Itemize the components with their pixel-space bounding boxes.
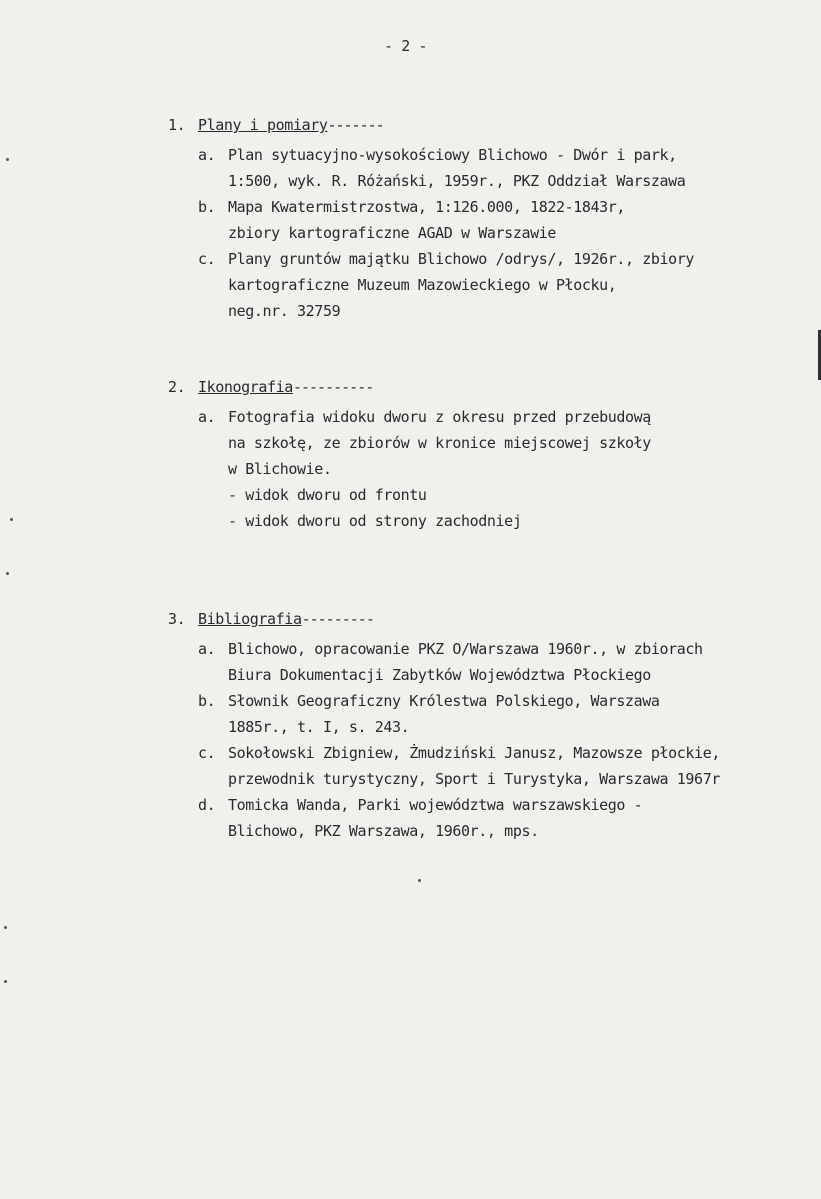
scan-speck — [6, 572, 9, 575]
item-line: zbiory kartograficzne AGAD w Warszawie — [228, 224, 556, 242]
section-heading — [198, 606, 374, 632]
item-line: kartograficzne Muzeum Mazowieckiego w Płocku, — [228, 276, 617, 294]
item-letter: b. — [198, 198, 216, 216]
item-line: przewodnik turystyczny, Sport i Turystyka, Warszawa 1967r — [228, 770, 720, 788]
scan-speck — [418, 879, 421, 882]
list-item — [198, 688, 821, 740]
list-item — [198, 246, 821, 324]
item-line: na szkołę, ze zbiorów w kronice miejscowej szkoły — [228, 434, 651, 452]
item-line: Plan sytuacyjno-wysokościowy Blichowo - Dwór i park, — [228, 146, 677, 164]
item-line: - widok dworu od strony zachodniej — [228, 512, 522, 530]
section-title: Plany i pomiary — [198, 116, 328, 134]
item-list — [198, 636, 821, 844]
item-line: neg.nr. 32759 — [228, 302, 341, 320]
list-item — [198, 740, 821, 792]
item-line: Biura Dokumentacji Zabytków Województwa Płockiego — [228, 666, 651, 684]
page-number: - 2 - — [384, 37, 428, 55]
item-letter: c. — [198, 744, 216, 762]
item-letter: a. — [198, 408, 216, 426]
item-line: Blichowo, opracowanie PKZ O/Warszawa 1960r., w zbiorach — [228, 640, 703, 658]
list-item — [198, 142, 821, 194]
item-list — [198, 404, 821, 534]
section-number: 3. — [168, 610, 186, 628]
heading-underline-rule: --------- — [301, 610, 374, 628]
section-title: Ikonografia — [198, 378, 293, 396]
item-list — [198, 142, 821, 324]
item-letter: d. — [198, 796, 216, 814]
list-item — [198, 636, 821, 688]
scan-speck — [4, 926, 7, 929]
scan-speck — [10, 518, 13, 521]
item-letter: a. — [198, 146, 216, 164]
scan-speck — [6, 158, 9, 161]
heading-underline-rule: ---------- — [292, 378, 374, 396]
item-line: Mapa Kwatermistrzostwa, 1:126.000, 1822-1843r, — [228, 198, 626, 216]
item-line: Fotografia widoku dworu z okresu przed przebudową — [228, 408, 651, 426]
list-item — [198, 792, 821, 844]
heading-underline-rule: ------- — [327, 116, 384, 134]
item-line: 1885r., t. I, s. 243. — [228, 718, 410, 736]
item-line: Blichowo, PKZ Warszawa, 1960r., mps. — [228, 822, 539, 840]
section-title: Bibliografia — [198, 610, 302, 628]
item-letter: c. — [198, 250, 216, 268]
item-line: Tomicka Wanda, Parki województwa warszawskiego - — [228, 796, 643, 814]
section-heading — [198, 112, 384, 138]
item-letter: b. — [198, 692, 216, 710]
item-line: Sokołowski Zbigniew, Żmudziński Janusz, Mazowsze płockie, — [228, 744, 720, 762]
item-line: - widok dworu od frontu — [228, 486, 427, 504]
section-number: 2. — [168, 378, 186, 396]
item-letter: a. — [198, 640, 216, 658]
list-item — [198, 194, 821, 246]
item-line: 1:500, wyk. R. Różański, 1959r., PKZ Oddział Warszawa — [228, 172, 686, 190]
list-item — [198, 404, 821, 534]
scan-speck — [4, 980, 7, 983]
item-line: w Blichowie. — [228, 460, 332, 478]
section-heading — [198, 374, 373, 400]
item-line: Plany gruntów majątku Blichowo /odrys/, 1926r., zbiory — [228, 250, 695, 268]
item-line: Słownik Geograficzny Królestwa Polskiego, Warszawa — [228, 692, 660, 710]
section-number: 1. — [168, 116, 186, 134]
